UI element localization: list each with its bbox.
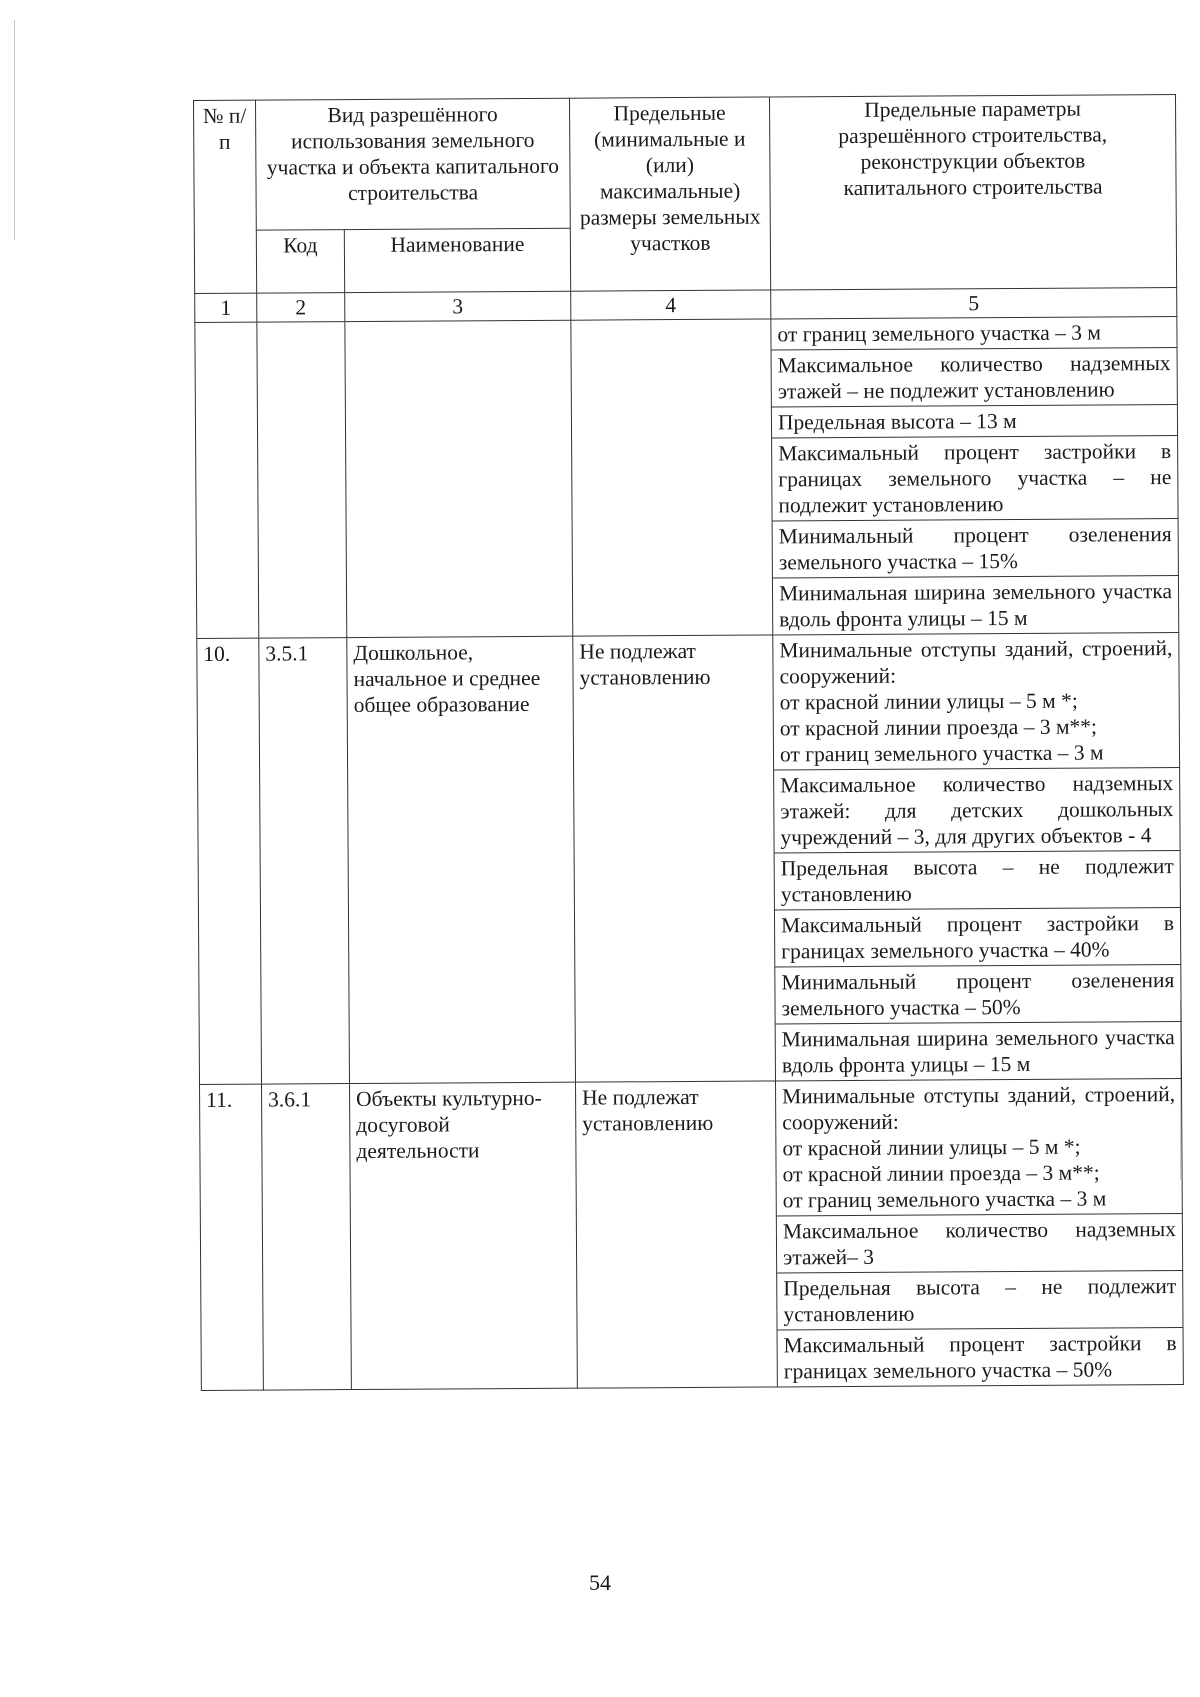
header-name: Наименование (344, 228, 570, 292)
param-cell: Максимальный процент застройки в границах земельного участка – не подлежит установлению (772, 435, 1178, 520)
scan-edge-mark (14, 20, 15, 240)
col-number: 5 (771, 287, 1177, 318)
param-line: от красной линии улицы – 5 м *; (779, 688, 1078, 715)
table-row (197, 632, 1180, 773)
param-line: Минимальные отступы зданий, строений, сооружений: (779, 636, 1173, 689)
header-sizes: Предельные (минимальные и (или) максимальные) размеры земельных участков (569, 97, 770, 291)
param-line: от красной линии проезда – 3 м**; (782, 1160, 1100, 1187)
col-number: 2 (257, 293, 345, 323)
col-number: 4 (571, 290, 771, 320)
param-line: Минимальные отступы зданий, строений, сооружений: (782, 1082, 1176, 1135)
header-kind: Вид разрешённого использования земельного участка и объекта капитального строительства (256, 98, 571, 230)
header-params: Предельные параметры разрешённого строительства, реконструкции объектов капитального строительства (769, 94, 1176, 289)
page-number: 54 (589, 1570, 611, 1595)
row-code: 3.5.1 (259, 638, 350, 1085)
continued-num (195, 322, 259, 638)
continued-name (345, 320, 573, 637)
param-line: от границ земельного участка – 3 м (782, 1186, 1107, 1213)
continued-code (257, 322, 347, 639)
param-line: от красной линии проезда – 3 м**; (779, 714, 1098, 741)
row-num: 10. (197, 638, 262, 1084)
col-number: 3 (345, 291, 571, 321)
row-num: 11. (200, 1084, 264, 1390)
param-cell: Максимальное количество надземных этажей– 3 (776, 1213, 1182, 1272)
header-num: № п/п (194, 100, 257, 293)
param-cell: Максимальный процент застройки в границах земельного участка – 40% (774, 907, 1180, 966)
param-line: от границ земельного участка – 3 м (779, 740, 1104, 767)
header-code: Код (256, 230, 344, 294)
row-name: Дошкольное, начальное и среднее общее образование (347, 636, 576, 1083)
param-cell: Минимальный процент озеленения земельного участка – 50% (775, 964, 1181, 1023)
header-row (194, 94, 1177, 230)
row-name: Объекты культурно-досуговой деятельности (350, 1082, 578, 1389)
param-line: от красной линии улицы – 5 м *; (782, 1134, 1081, 1161)
param-cell (773, 632, 1180, 769)
param-cell: Максимальное количество надземных этажей: для детских дошкольных учреждений – 3, для других объектов - 4 (774, 767, 1180, 852)
row-sizes: Не подлежат установлению (573, 635, 776, 1082)
param-cell: Максимальный процент застройки в границах земельного участка – 50% (777, 1327, 1183, 1386)
row-sizes: Не подлежат установлению (576, 1081, 778, 1388)
param-cell: Минимальная ширина земельного участка вдоль фронта улицы – 15 м (772, 575, 1178, 634)
param-cell: Минимальная ширина земельного участка вдоль фронта улицы – 15 м (775, 1021, 1181, 1080)
param-cell: от границ земельного участка – 3 м (771, 316, 1177, 349)
param-cell: Предельная высота – не подлежит установлению (777, 1270, 1183, 1329)
table-row (200, 1078, 1183, 1219)
param-cell: Минимальный процент озеленения земельного участка – 15% (772, 518, 1178, 577)
param-cell (776, 1078, 1183, 1215)
continued-sizes (571, 319, 773, 636)
col-number: 1 (195, 293, 257, 322)
param-cell: Максимальное количество надземных этажей – не подлежит установлению (771, 347, 1177, 406)
param-cell: Предельная высота – не подлежит установлению (774, 850, 1180, 909)
param-cell: Предельная высота – 13 м (771, 404, 1177, 437)
regulations-table (193, 94, 1184, 1391)
row-code: 3.6.1 (262, 1084, 352, 1391)
